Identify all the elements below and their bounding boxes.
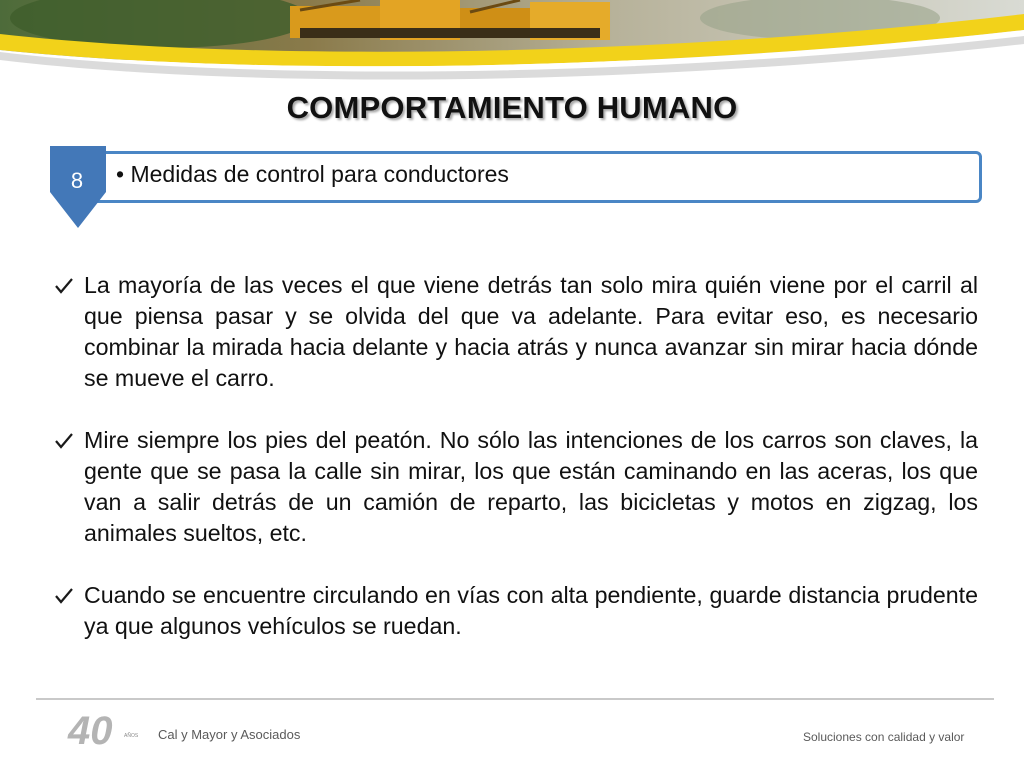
slide-title: COMPORTAMIENTO HUMANO	[286, 90, 738, 125]
company-logo	[66, 704, 152, 752]
company-name: Cal y Mayor y Asociados	[158, 727, 301, 742]
construction-machinery-photo	[290, 0, 610, 40]
section-label-text: Medidas de control para conductores	[130, 161, 509, 187]
svg-text:AÑOS: AÑOS	[124, 733, 139, 739]
header-banner	[0, 0, 1024, 100]
checkmark-icon	[54, 587, 74, 605]
bullet-list	[54, 270, 978, 673]
section-label: • Medidas de control para conductores	[116, 161, 509, 187]
section-number: 8	[70, 168, 84, 193]
svg-text:40: 40	[68, 709, 113, 752]
list-item	[54, 425, 978, 549]
checkmark-icon	[54, 277, 74, 295]
bullet-text: Cuando se encuentre circulando en vías con alta pendiente, guarde distancia prudente ya que algunos vehículos se ruedan.	[84, 582, 978, 639]
list-item	[54, 580, 978, 642]
footer-tagline: Soluciones con calidad y valor	[803, 730, 965, 744]
footer-divider	[36, 698, 994, 700]
bullet-text: La mayoría de las veces el que viene detrás tan solo mira quién viene por el carril al que piensa pasar y se olvida del que va adelante. Para evitar eso, es necesario combinar la mirada hacia delante y hacia atrás y nunca avanzar sin mirar hacia dónde se mueve el carro.	[84, 272, 978, 391]
bullet-text: Mire siempre los pies del peatón. No sólo las intenciones de los carros son claves, la gente que se pasa la calle sin mirar, los que están caminando en las aceras, los que van a salir detrás de un camión de reparto, las bicicletas y motos en zigzag, los animales sueltos, etc.	[84, 427, 978, 546]
list-item	[54, 270, 978, 394]
checkmark-icon	[54, 432, 74, 450]
